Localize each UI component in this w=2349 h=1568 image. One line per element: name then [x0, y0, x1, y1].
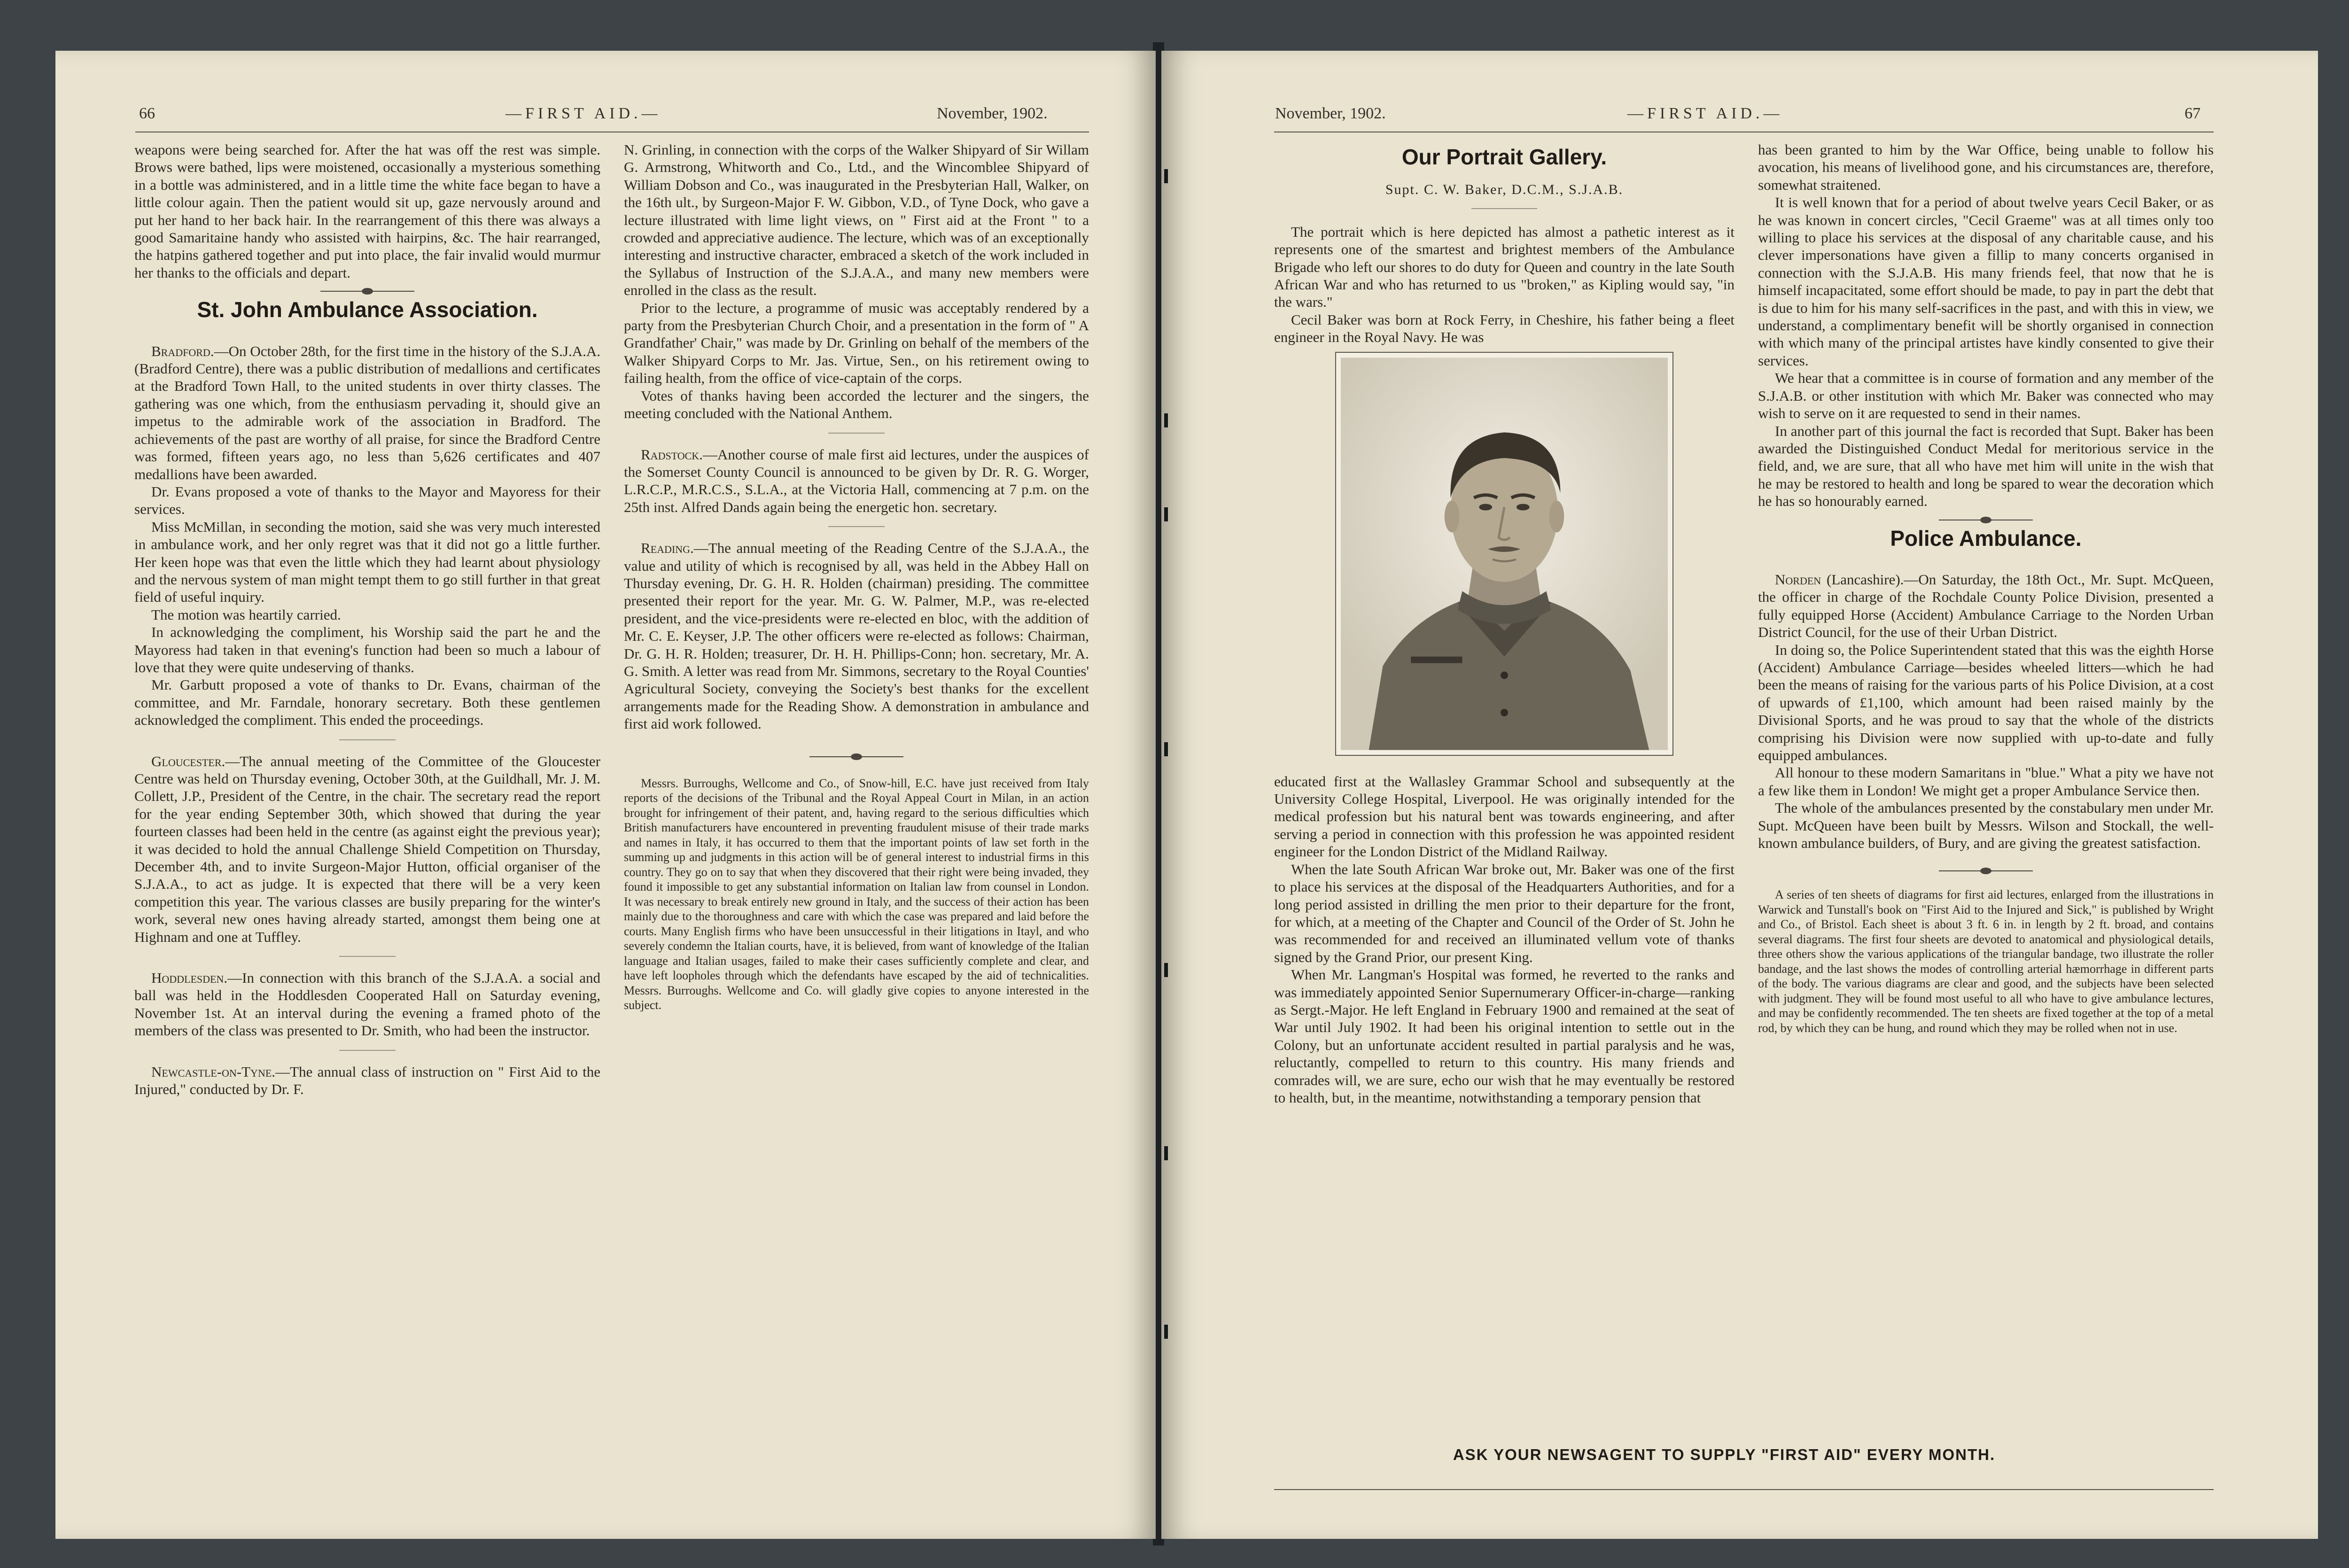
binding-tab [1164, 1325, 1168, 1339]
binding-tab [1164, 413, 1168, 427]
left-column-2 [624, 141, 1089, 1013]
burroughs-notice: Messrs. Burroughs, Wellcome and Co., of Snow-hill, E.C. have just received from Italy reports of the decisions of the Tribunal and the Royal Appeal Court in Milan, in an action brought for infringement of their patent, and, having regard to the serious difficulties which British manufacturers have encountered in preventing fraudulent misuse of their trade marks and names in Italy, it has occurred to them that the important points of law set forth in the summing up and judgments in this action will be of general interest to industrial firms in this country. They go on to say that when they discovered that their right were being invaded, they found it impossible to get any substantial information on Italian law from counsel in London. It was necessary to break entirely new ground in Italy, and the success of their action has been mainly due to the thoroughness and care with which the case was prepared and laid before the courts. Many English firms who have been unsuccessful in their litigations in Itayl, and who severely condemn the Italian courts, have, it is believed, from want of knowledge of the Italian language and Italian usages, failed to make their cases sufficiently complete and clear, and have left loopholes through which the defendants have escaped by the aid of technicalities. Messrs. Burroughs. Wellcome and Co. will gladly give copies to anyone interested in the subject. [624, 776, 1089, 1012]
right-column-2 [1758, 141, 2214, 1035]
divider [1471, 208, 1537, 209]
section-heading-sjaa: St. John Ambulance Association. [197, 297, 538, 322]
paragraph: When Mr. Langman's Hospital was formed, he reverted to the ranks and was immediately appointed Senior Supernumerary Officer-in-charge—ranking as Sergt.-Major. He left England in February 1900 and remained at the seat of War until July 1902. It had been his original intention to settle out in the Colony, but an unfortunate accident resulted in partial paralysis and he was, reluctantly, compelled to return to this country. His many friends and comrades will, we are sure, echo our wish that he may eventually be restored to health, but, in the meantime, notwithstanding a temporary pension that [1274, 966, 1735, 1106]
page-number-right: 67 [2185, 105, 2201, 122]
paragraph: The portrait which is here depicted has almost a pathetic interest as it represents one of the smartest and brightest members of the Ambulance Brigade who left our shores to do duty for Queen and country in the late South African War and who has returned to us "broken," as Kipling would say, "in the wars." [1274, 223, 1735, 310]
binding-tab [1164, 742, 1168, 756]
paragraph: —The annual class of instruction on " First Aid to the Injured," conducted by Dr. F. [134, 1063, 600, 1098]
divider [339, 739, 396, 740]
right-page [1161, 51, 2318, 1539]
paragraph: In another part of this journal the fact is recorded that Supt. Baker has been awarded the Distinguished Conduct Medal for meritorious service in the field, and, we are sure, that all who have met him will unite in the wish that he may be restored to health and long be spared to wear the decoration which he has so honourably earned. [1758, 422, 2214, 510]
diagrams-notice: A series of ten sheets of diagrams for first aid lectures, enlarged from the illustrations in Warwick and Tunstall's book on "First Aid to the Injured and Sick," is published by Wright and Co., of Bristol. Each sheet is about 3 ft. 6 in. in length by 2 ft. broad, and contains several diagrams. The first four sheets are devoted to anatomical and physiological details, three others show the various applications of the triangular bandage, two illustrate the roller bandage, and the last shows the modes of controlling arterial hæmorrhage in different parts of the body. The various diagrams are clear and good, and the subjects have been selected with judgment. They will be found most useful to all who have to give ambulance lectures, and may be confidently recommended. The ten sheets are fixed together at the top of a metal rod, by which they can be hung, and round which they may be rolled when not in use. [1758, 888, 2214, 1035]
binding-tab [1164, 963, 1168, 977]
binding-tab [1164, 169, 1168, 183]
footer-rule [1274, 1489, 2214, 1490]
ornament-divider [1939, 866, 2033, 876]
paragraph: We hear that a committee is in course of formation and any member of the S.J.A.B. or other institution with which Mr. Baker was connected who may wish to serve on it are requested to send in their names. [1758, 370, 2214, 422]
place-lead: Gloucester. [151, 753, 226, 769]
divider [339, 956, 396, 957]
paragraph: Dr. Evans proposed a vote of thanks to the Mayor and Mayoress for their services. [134, 483, 600, 518]
paragraph: The motion was heartily carried. [151, 606, 341, 623]
paragraph: When the late South African War broke out, Mr. Baker was one of the first to place his services at the disposal of the Headquarters Authorities, and for a long period assisted in drilling the men prior to their departure for the front, for which, at a meeting of the Chapter and Council of the Order of St. John he was recommended for and received an illuminated vellum vote of thanks signed by the Grand Prior, our present King. [1274, 861, 1735, 965]
paragraph: (Lancashire).—On Saturday, the 18th Oct., Mr. Supt. McQueen, the officer in charge of the Rochdale County Police Division, presented a fully equipped Horse (Accident) Ambulance Carriage to the Norden Urban District Council, for the use of their Urban District. [1758, 571, 2214, 641]
running-title-left: —FIRST AID.— [506, 105, 661, 122]
paragraph: It is well known that for a period of about twelve years Cecil Baker, or as he was known in concert circles, "Cecil Graeme" was at all times only too willing to place his services at the disposal of any charitable cause, and his clever impersonations have given a fillip to many concerts organised in connection with the S.J.A.B. His many friends feel, that now that he is himself incapacitated, some effort should be made, to pay in part the debt that is due to him for his many self-sacrifices in the past, and with this in view, we understand, a complimentary benefit will be shortly organised in connection with which many of the principal artistes have kindly consented to give their services. [1758, 194, 2214, 369]
paragraph: In acknowledging the compliment, his Worship said the part he and the Mayoress had taken in that evening's function had been so much a labour of love that they were quite undeserving of thanks. [134, 624, 600, 675]
paragraph: —In connection with this branch of the S.J.A.A. a social and ball was held in the Hoddlesden Cooperated Hall on Saturday evening, November 1st. At an interval during the evening a framed photo of the members of the class was presented to Dr. Smith, who had been the instructor. [134, 970, 600, 1039]
paragraph: The whole of the ambulances presented by the constabulary men under Mr. Supt. McQueen have been built by Messrs. Wilson and Stockall, the well-known ambulance builders, of Bury, and are giving the greatest satisfaction. [1758, 800, 2214, 852]
paragraph: —Another course of male first aid lectures, under the auspices of the Somerset County Council is announced to be given by Dr. R. G. Worger, L.R.C.P., M.R.C.S., S.L.A., at the Victoria Hall, commencing at 7 p.m. on the 25th inst. Alfred Dands again being the energetic hon. secretary. [624, 446, 1089, 515]
paragraph: Prior to the lecture, a programme of music was acceptably rendered by a party from the Presbyterian Church Choir, and a presentation in the form of " A Grandfather' Chair," was made by Dr. Grinling on behalf of the members of the Walker Shipyard Corps to Mr. Jas. Virtue, Sen., on his retirement owing to failing health, from the office of vice-captain of the corps. [624, 299, 1089, 387]
place-lead: Reading. [641, 540, 694, 557]
paragraph: Miss McMillan, in seconding the motion, said she was very much interested in ambulance work, and her only regret was that it did not go a little further. Her keen hope was that even the little which they had learnt about physiology and the nervous system of man might tempt them to go still further in that great field of useful inquiry. [134, 518, 600, 605]
left-page [55, 51, 1156, 1539]
paragraph: All honour to these modern Samaritans in "blue." What a pity we have not a few like them in London! We might get a proper Ambulance Service then. [1758, 764, 2214, 799]
ornament-divider [320, 286, 414, 296]
left-column-1 [134, 141, 600, 1098]
divider [339, 1050, 396, 1051]
paragraph: weapons were being searched for. After the hat was off the rest was simple. Brows were bathed, lips were moistened, occasionally a mysterious something in a bottle was administered, and in a little time the white face began to have a little colour again. Then the patient would sit up, gaze nervously around and put her hand to her back hair. In the rearrangement of this there was always a good Samaritaine handy who assisted with hairpins, &c. The hair rearranged, the hatpins gathered together and put into place, the fair invalid would murmur her thanks to the officials and depart. [134, 141, 600, 281]
paragraph: Mr. Garbutt proposed a vote of thanks to Dr. Evans, chairman of the committee, and Mr. Farndale, honorary secretary. Both these gentlemen acknowledged the compliment. This ended the proceedings. [134, 676, 600, 729]
paragraph: Votes of thanks having been accorded the lecturer and the singers, the meeting concluded with the National Anthem. [624, 387, 1089, 422]
paragraph: Cecil Baker was born at Rock Ferry, in Cheshire, his father being a fleet engineer in the Royal Navy. He was [1274, 311, 1735, 346]
section-heading-police-ambulance: Police Ambulance. [1890, 526, 2082, 551]
portrait-photo [1335, 352, 1673, 756]
place-lead: Norden [1775, 571, 1821, 588]
issue-date-right: November, 1902. [1275, 105, 1386, 122]
place-lead: Bradford. [151, 342, 214, 359]
right-column-1 [1274, 144, 1735, 1106]
portrait-illustration [1341, 357, 1668, 750]
page-number-left: 66 [139, 105, 155, 122]
paragraph: educated first at the Wallasley Grammar School and subsequently at the University College Hospital, Liverpool. He was originally intended for the medical profession but his natural bent was towards engineering, and after serving a period in connection with this profession he was appointed resident engineer for the London District of the Midland Railway. [1274, 773, 1735, 860]
paragraph: —The annual meeting of the Committee of the Gloucester Centre was held on Thursday evening, October 30th, at the Guildhall, Mr. J. M. Collett, J.P., President of the Centre, in the chair. The secretary read the report for the year ending September 30th, which showed that during the year fourteen classes had been held in the centre (as against eight the previous year); it was decided to hold the annual Challenge Shield Competition on Thursday, December 4th, and to invite Surgeon-Major Hutton, official organiser of the S.J.A.A., to act as judge. It is expected that there will be a very keen competition this year. The various classes are busily preparing for the winter's work, several new ones having already started, amongst them being one at Highnam and one at Tuffley. [134, 753, 600, 945]
footer-advert: ASK YOUR NEWSAGENT TO SUPPLY "FIRST AID" EVERY MONTH. [1453, 1446, 1996, 1463]
running-title-right: —FIRST AID.— [1627, 105, 1783, 122]
binding-tab [1164, 1146, 1168, 1160]
paragraph: —The annual meeting of the Reading Centre of the S.J.A.A., the value and utility of which is recognised by all, was held in the Abbey Hall on Thursday evening, Dr. G. H. R. Holden (chairman) presiding. The committee presented their report for the year. Mr. G. W. Palmer, M.P., was re-elected president, and the vice-presidents were re-elected en bloc, with the addition of Mr. C. E. Keyser, J.P. The other officers were re-elected as follows: Chairman, Dr. G. H. R. Holden; treasurer, Dr. H. H. Phillips-Conn; hon. secretary, Mr. A. G. Smith. A letter was read from Mr. Simmons, secretary to the Royal Counties' Agricultural Society, conveying the Society's best thanks for the excellent arrangements made for the Reading Show. A demonstration in ambulance and first aid work followed. [624, 540, 1089, 732]
place-lead: Newcastle-on-Tyne. [151, 1063, 276, 1080]
paragraph: has been granted to him by the War Office, being unable to follow his avocation, his means of livelihood gone, and his circumstances are, therefore, somewhat straitened. [1758, 141, 2214, 193]
ornament-divider [1939, 515, 2033, 525]
section-heading-portrait-gallery: Our Portrait Gallery. [1401, 145, 1607, 169]
issue-date-left: November, 1902. [937, 105, 1048, 122]
divider [828, 433, 885, 434]
paragraph: —On October 28th, for the first time in the history of the S.J.A.A. (Bradford Centre), there was a public distribution of medallions and certificates at the Bradford Town Hall, to the united students in over thirty classes. The gathering was one which, from the enthusiasm pervading it, should give an impetus to the admirable work of the association in Bradford. The achievements of the past are worthy of all praise, for since the Bradford Centre was formed, fifteen years ago, no less than 5,626 certificates and 407 medallions have been awarded. [134, 342, 600, 482]
paragraph: In doing so, the Police Superintendent stated that this was the eighth Horse (Accident) Ambulance Carriage—besides wheeled litters—which he had been the means of raising for the various parts of his Police Division, at a cost of upwards of £1,100, which amount had been raised mainly by the Divisional Sports, and he was proud to say that the whole of the districts comprising his Division were now supplied with up-to-date and fully equipped ambulances. [1758, 641, 2214, 763]
portrait-subject: Supt. C. W. Baker, D.C.M., S.J.A.B. [1385, 182, 1624, 198]
binding-tab [1164, 507, 1168, 521]
divider [828, 526, 885, 527]
place-lead: Radstock. [641, 446, 703, 463]
place-lead: Hoddlesden. [151, 970, 228, 986]
ornament-divider [809, 752, 903, 762]
paragraph: N. Grinling, in connection with the corps of the Walker Shipyard of Sir Willam G. Armstrong, Whitworth and Co., Ltd., and the Wincomblee Shipyard of William Dobson and Co., was inaugurated in the Presbyterian Hall, Walker, on the 16th ult., by Surgeon-Major F. W. Gibbon, V.D., of Tyne Dock, who gave a lecture illustrated with lime light views, on " First aid at the Front " to a crowded and appreciative audience. The lecture, which was of an exceptionally interesting and instructive character, embraced a sketch of the work included in the Syllabus of Instruction of the S.J.A.A., and many new members were enrolled in the class as the result. [624, 141, 1089, 299]
